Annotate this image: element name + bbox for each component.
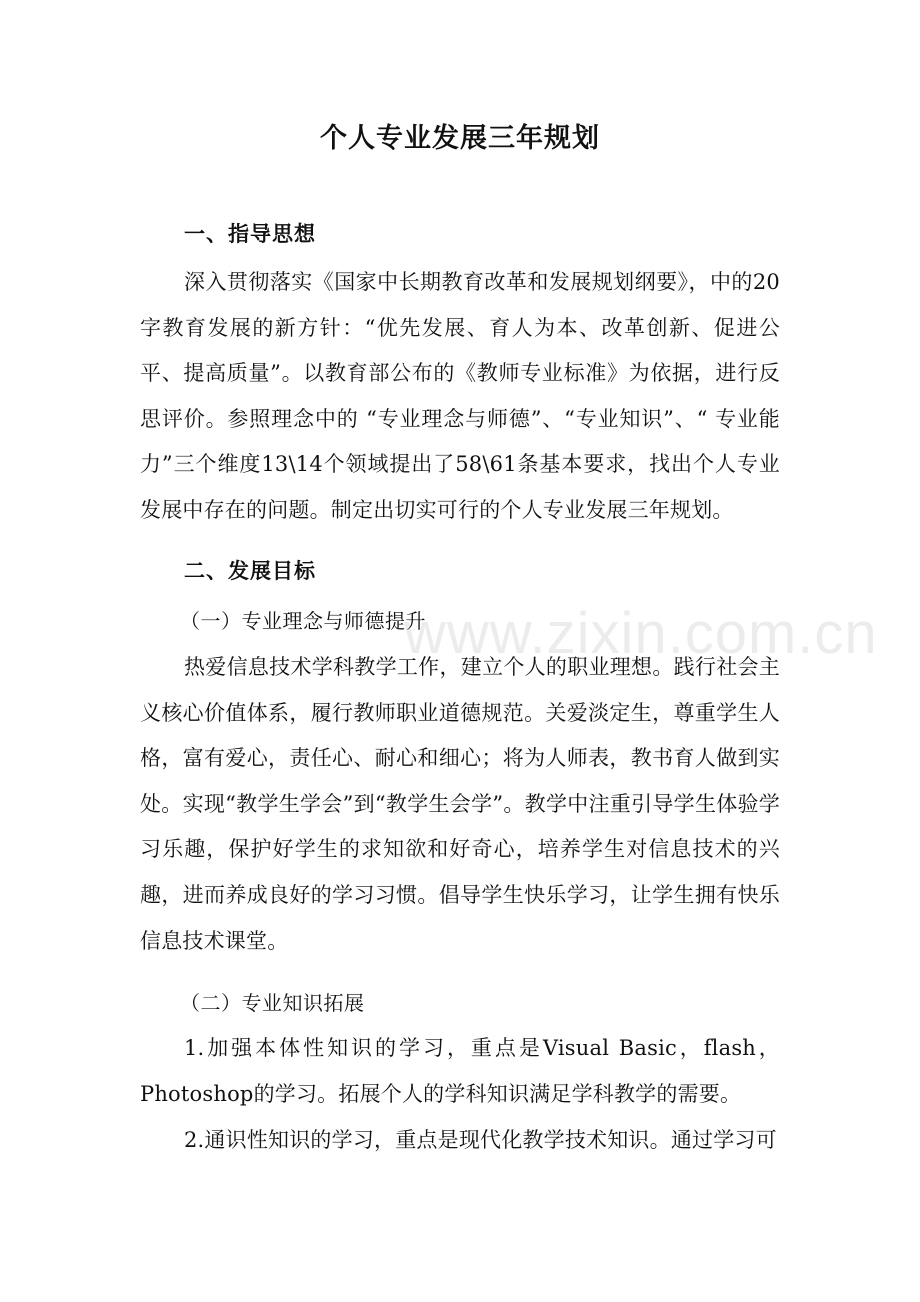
subsection-title-knowledge: （二）专业知识拓展 — [180, 991, 365, 1015]
paragraph-guiding-ideology: 深入贯彻落实《国家中长期教育改革和发展规划纲要》，中的20字教育发展的新方针：“优先发展、育人为本、改革创新、促进公平、提高质量”。以教育部公布的《教师专业标准》为依据，进行反思评价。参照理念中的 “专业理念与师德”、“专业知识”、“ 专业能力”三个维度13\14个领域提出了58\61条基本要求，找出个人专业发展中存在的问题。制定出切实可行的个人专业发展三年规划。 — [140, 270, 780, 522]
subsection-title-ethics: （一）专业理念与师德提升 — [180, 609, 426, 633]
paragraph-ethics: 热爱信息技术学科教学工作，建立个人的职业理想。践行社会主义核心价值体系，履行教师职业道德规范。关爱淡定生，尊重学生人格，富有爱心，责任心、耐心和细心；将为人师表，教书育人做到实处。实现“教学生学会”到“教学生会学”。教学中注重引导学生体验学习乐趣，保护好学生的求知欲和好奇心，培养学生对信息技术的兴趣，进而养成良好的学习习惯。倡导学生快乐学习，让学生拥有快乐信息技术课堂。 — [140, 655, 780, 953]
document-title: 个人专业发展三年规划 — [320, 123, 600, 154]
list-item-knowledge-1: 1.加强本体性知识的学习，重点是Visual Basic，flash，Photoshop的学习。拓展个人的学科知识满足学科教学的需要。 — [140, 1036, 780, 1106]
section-heading-guiding-ideology: 一、指导思想 — [184, 221, 316, 246]
list-item-knowledge-2: 2.通识性知识的学习，重点是现代化教学技术知识。通过学习可 — [184, 1128, 777, 1152]
watermark-logo: www.zixin.com.cn — [404, 601, 878, 666]
section-heading-development-goals: 二、发展目标 — [184, 558, 316, 583]
